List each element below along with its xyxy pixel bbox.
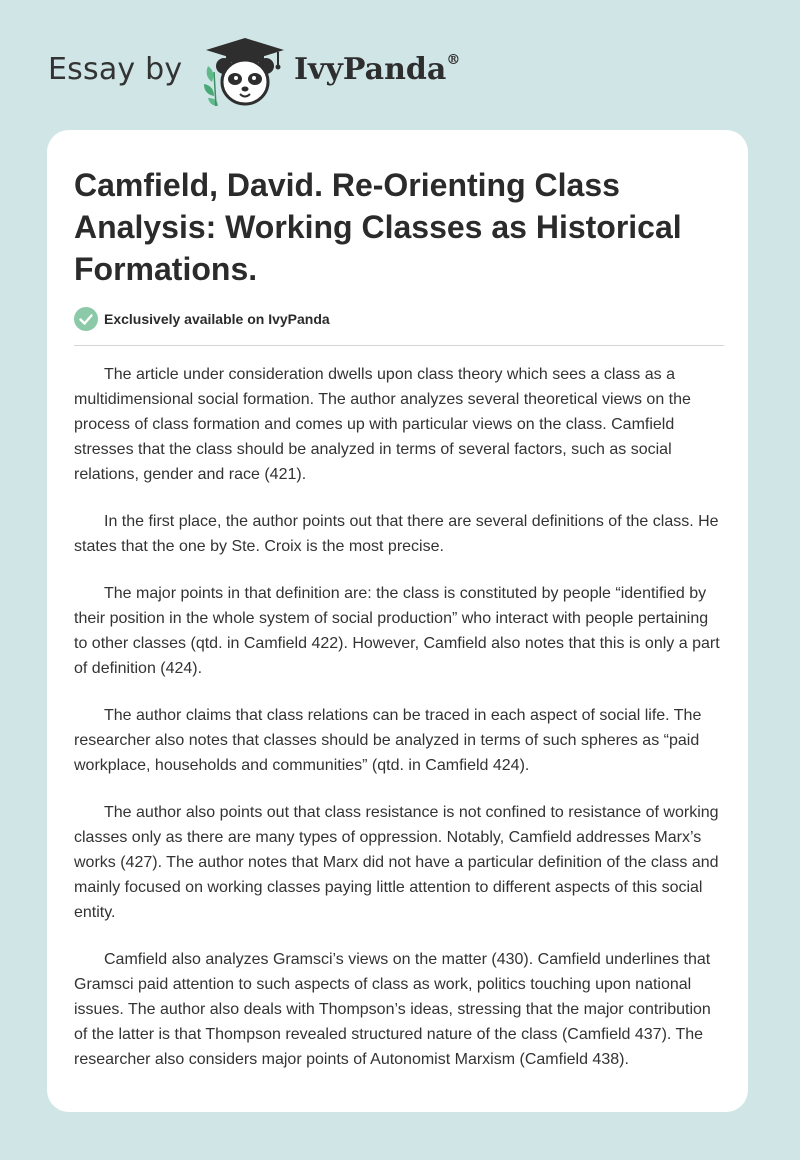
exclusive-badge-label: Exclusively available on IvyPanda [104, 311, 330, 327]
essay-body [74, 362, 724, 1094]
essay-by-label: Essay by [48, 52, 183, 87]
site-header [0, 0, 800, 130]
panda-graduate-logo-icon[interactable] [202, 36, 288, 108]
paragraph: The major points in that definition are: the class is constituted by people “identified by their position in the whole system of social production” who interact with people pertaining to other classes (qtd. in Camfield 422). However, Camfield also notes that this is only a part of definition (424). [74, 585, 720, 677]
brand-text: IvyPanda [294, 52, 447, 87]
paragraph: The author claims that class relations can be traced in each aspect of social life. The researcher also notes that classes should be analyzed in terms of such spheres as “paid workplace, households and communities” (qtd. in Camfield 424). [74, 707, 702, 774]
paragraph: The article under consideration dwells upon class theory which sees a class as a multidimensional social formation. The author analyzes several theoretical views on the process of class formation and comes up with particular views on the class. Camfield stresses that the class should be analyzed in terms of several factors, such as social relations, gender and race (421). [74, 366, 691, 483]
brand-name[interactable] [294, 52, 460, 87]
exclusive-badge [74, 306, 330, 332]
paragraph: Camfield also analyzes Gramsci’s views on the matter (430). Camfield underlines that Gramsci paid attention to such aspects of class as work, politics touching upon national issues. The author also deals with Thompson’s ideas, stressing that the major contribution of the latter is that Thompson revealed structured nature of the class (Camfield 437). The researcher also considers major points of Autonomist Marxism (Camfield 438). [74, 951, 711, 1068]
essay-card [47, 130, 748, 1112]
paragraph: In the first place, the author points out that there are several definitions of the class. He states that the one by Ste. Croix is the most precise. [74, 513, 719, 555]
check-circle-icon [74, 307, 98, 331]
registered-mark: ® [446, 52, 461, 68]
divider [74, 345, 724, 346]
paragraph: The author also points out that class resistance is not confined to resistance of working classes only as there are many types of oppression. Notably, Camfield addresses Marx’s works (427). The author notes that Marx did not have a particular definition of the class and mainly focused on working classes paying little attention to different aspects of this social entity. [74, 804, 719, 921]
essay-title: Camfield, David. Re-Orienting Class Analysis: Working Classes as Historical Formations. [74, 167, 682, 287]
